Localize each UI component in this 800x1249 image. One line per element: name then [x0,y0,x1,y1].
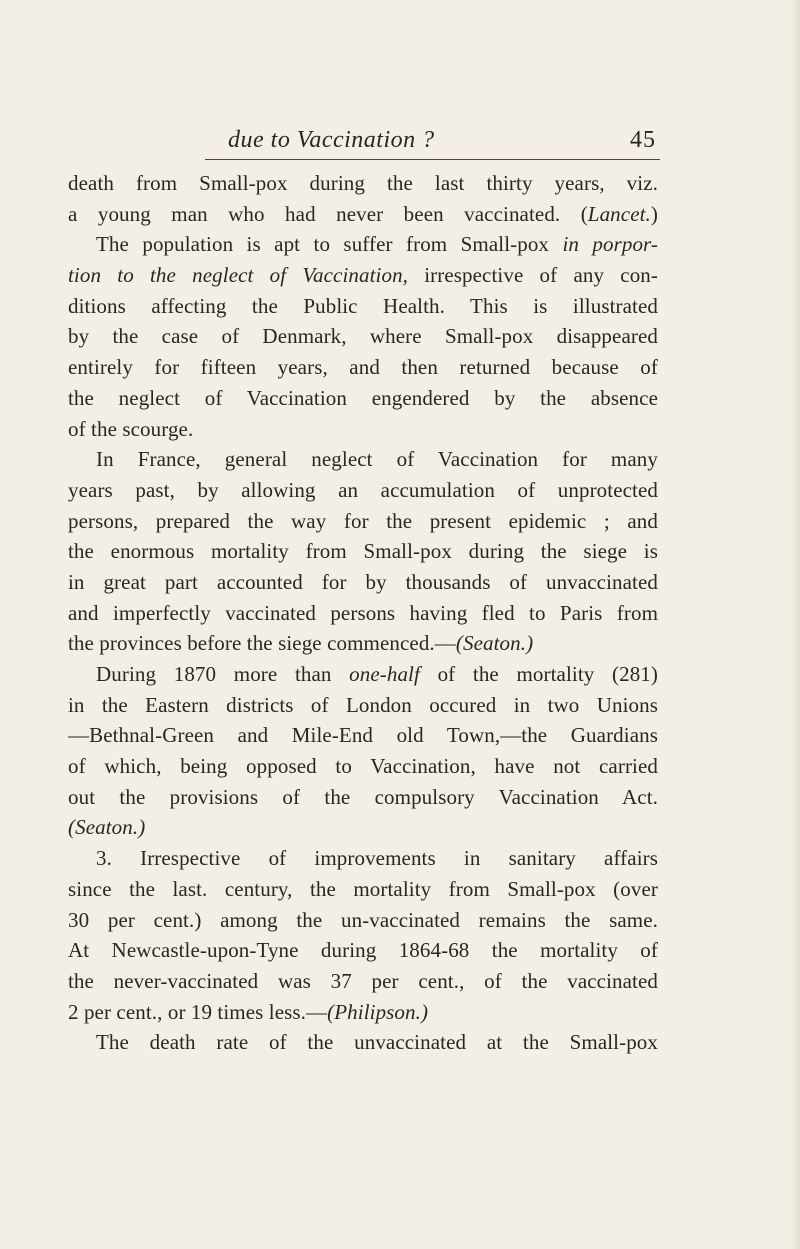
text-segment: irrespective of any con- [408,263,658,288]
text-line [68,506,658,537]
text-line [68,414,658,445]
page-number: 45 [630,127,656,153]
text-segment: of the scourge. [68,416,194,441]
text-line [68,475,658,506]
text-segment: of the mortality (281) [419,662,658,686]
text-segment: of which, being opposed to Vaccination, have not carried [68,754,658,779]
text-line [68,720,658,751]
text-line [68,782,658,813]
italic-text: (Seaton.) [455,631,534,656]
italic-text: (Philipson.) [327,999,429,1024]
italic-text: one-half [349,662,420,686]
text-segment: During 1870 more than [96,662,350,686]
italic-text: tion to the neglect of Vaccination, [68,263,409,288]
text-segment: ditions affecting the Public Health. This is illustrated [68,293,658,318]
text-segment: in the Eastern districts of London occured in two Unions [68,692,658,717]
text-line [68,874,658,905]
text-line [68,659,658,690]
text-line [68,352,658,383]
running-title: due to Vaccination ? [228,127,435,153]
text-segment: the neglect of Vaccination engendered by the absence [68,385,658,410]
text-segment: years past, by allowing an accumulation of unprotected [68,477,658,502]
text-line [68,905,658,936]
text-segment: entirely for fifteen years, and then returned because of [68,355,658,380]
text-line [68,168,658,199]
text-segment: 3. Irrespective of improvements in sanitary affairs [96,846,658,871]
text-segment: death from Small-pox during the last thirty years, viz. [68,171,658,195]
text-segment: in great part accounted for by thousands of unvaccinated [68,569,658,594]
text-line [68,229,658,260]
text-line [68,751,658,782]
text-segment: At Newcastle-upon-Tyne during 1864-68 the mortality of [68,938,658,963]
text-line [68,383,658,414]
text-line [68,598,658,629]
text-segment: ) [650,201,658,226]
text-line [68,536,658,567]
text-segment: 2 per cent., or 19 times less.— [68,999,328,1024]
text-line [68,260,658,291]
text-segment: —Bethnal-Green and Mile-End old Town,—the Guardians [68,723,658,748]
body-text [68,168,658,1058]
text-line [68,321,658,352]
text-line [68,567,658,598]
text-segment: out the provisions of the compulsory Vaccination Act. [68,784,658,809]
page-edge [790,0,800,1249]
text-line [68,812,658,843]
italic-text: Lancet. [587,201,651,226]
text-line [68,997,658,1028]
text-segment: a young man who had never been vaccinated. ( [68,201,588,226]
text-line [68,628,658,659]
text-line [68,291,658,322]
text-segment: The population is apt to suffer from Small-pox [96,232,563,257]
italic-text: (Seaton.) [68,815,146,840]
text-segment: 30 per cent.) among the un-vaccinated remains the same. [68,907,658,932]
text-segment: and imperfectly vaccinated persons having fled to Paris from [68,600,658,625]
text-segment: the enormous mortality from Small-pox during the siege is [68,539,658,564]
text-line [68,199,658,230]
text-line [68,690,658,721]
text-line [68,843,658,874]
text-segment: persons, prepared the way for the present epidemic ; and [68,508,658,533]
text-segment: since the last. century, the mortality from Small-pox (over [68,876,658,901]
italic-text: in porpor- [562,232,658,257]
text-segment: the provinces before the siege commenced.— [68,631,456,656]
text-segment: The death rate of the unvaccinated at the Small-pox [96,1030,658,1055]
text-line [68,1027,658,1058]
text-segment: by the case of Denmark, where Small-pox disappeared [68,324,658,349]
running-header [68,122,658,158]
text-line [68,444,658,475]
text-segment: the never-vaccinated was 37 per cent., of the vaccinated [68,968,658,993]
header-rule [205,159,660,160]
text-line [68,966,658,997]
text-line [68,935,658,966]
text-segment: In France, general neglect of Vaccination for many [96,447,658,472]
